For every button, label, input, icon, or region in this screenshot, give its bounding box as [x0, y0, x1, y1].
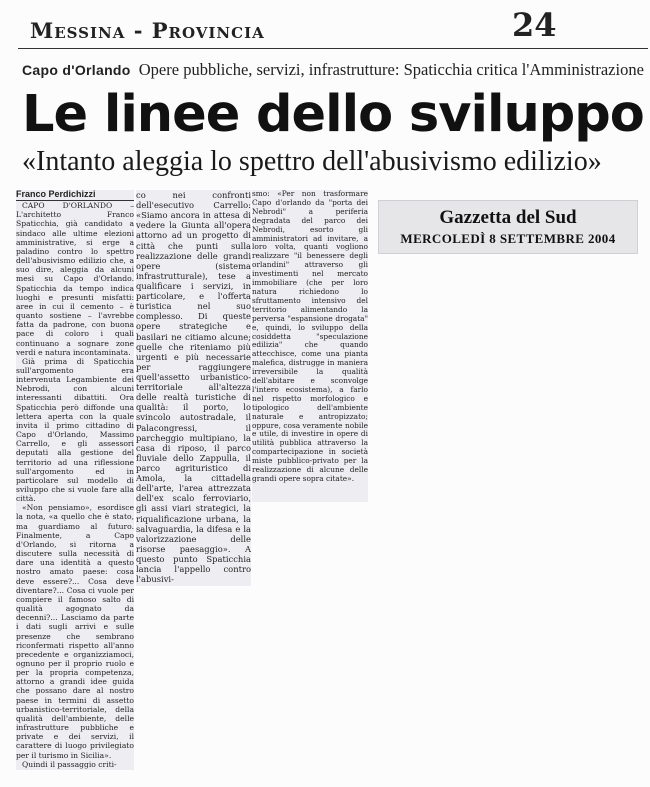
page-number: 24: [512, 6, 557, 44]
kicker-place: Capo d'Orlando: [22, 62, 131, 78]
header-rule: [18, 48, 648, 49]
paragraph: co nei confronti dell'esecutivo Carrello: «Siamo ancora in attesa di vedere la Giunta all'opera attorno ad un progetto di città che punti sulla realizzazione delle grandi opere (sistema infrastrutturale), tese a qualificare i servizi, in particolare, e l'offerta turistica nel suo complesso. Di queste opere strategiche e basilari ne citiamo alcune; quelle che riteniamo più urgenti e più necessarie per raggiungere quell'assetto urbanistico-territoriale all'altezza delle realtà turistiche di qualità: il porto, lo svincolo autostradale, il Palacongressi, il parcheggio multipiano, la casa di riposo, il parco fluviale dello Zappulla, il parco agrituristico di Amola, la cittadella dell'arte, l'area attrezzata dell'ex scalo ferroviario, gli assi viari strategici, la riqualificazione urbana, la salvaguardia, la difesa e la valorizzazione delle risorse paesaggio». A questo punto Spaticchia lancia l'appello contro l'abusivi-: [136, 190, 251, 585]
article-subheadline: «Intanto aleggia lo spettro dell'abusivismo edilizio»: [22, 146, 602, 177]
article-column-3: [252, 190, 368, 502]
paragraph: «Non pensiamo», esordisce la nota, «a quello che è stato, ma guardiamo al futuro. Finalmente, a Capo d'Orlando, si ritorna a discutere sulla necessità di dare una identità a questo nostro amato paese: cosa deve essere?... Cosa deve diventare?... Cosa ci vuole per compiere il famoso salto di qualità agognato da decenni?... Lasciamo da parte i dati sugli arrivi e sulle presenze che sembrano riconfermati rispetto all'anno precedente e organizziamoci, ognuno per il proprio ruolo e per la propria competenza, attorno a grandi idee guida che possano dare al nostro paese in termini di assetto urbanistico-territoriale, della qualità dell'ambiente, delle infrastrutture pubbliche e private e dei servizi, il carattere di luogo privilegiato per il turismo in Sicilia».: [16, 503, 134, 760]
paragraph: CAPO D'ORLANDO – L'architetto Franco Spaticchia, già candidato a sindaco alle ultime elezioni amministrative, si erge a paladino contro lo spettro dell'abusivismo edilizio che, a suo dire, aleggia da alcuni mesi su Capo d'Orlando. Spaticchia da tempo indica luoghi e presunti misfatti: aree in cui il cemento – è quanto sostiene – l'avrebbe fatta da padrone, con buona pace di coloro i quali continuano a sognare zone verdi e natura incontaminata.: [16, 201, 134, 357]
byline: Franco Perdichizzi: [16, 190, 134, 201]
masthead-date: MERCOLEDÌ 8 SETTEMBRE 2004: [400, 231, 616, 246]
paragraph: smo: «Per non trasformare Capo d'orlando da "porta dei Nebrodi" a periferia degradata del parco dei Nebrodi, esorto gli amministratori ad invitare, a loro volta, quanti vogliono realizzare "il benessere degli orlandini" attraverso gli investimenti nel mercato immobiliare (che per loro natura richiedono lo sfruttamento intensivo del territorio alimentando la perversa "espansione drogata" e, quindi, lo sviluppo della cosiddetta "speculazione edilizia" che quando attecchisce, come una pianta malefica, distrugge in maniera irreversibile la qualità dell'abitare e sconvolge l'intero ecosistema), a farlo nel rispetto morfologico e tipologico dell'ambiente naturale e antropizzato; oppure, cosa veramente nobile e utile, di investire in opere di utilità pubblica attraverso la compartecipazione in società miste pubblico-privato per la realizzazione di alcune delle grandi opere sopra citate».: [252, 189, 368, 483]
paragraph: Già prima di Spaticchia sull'argomento era intervenuta Legambiente dei Nebrodi, con alcuni interessanti dibattiti. Ora Spaticchia però diffonde una lettera aperta con la quale invita il primo cittadino di Capo d'Orlando, Massimo Carrello, e gli assessori deputati alla gestione del territorio ad una riflessione sull'argomento ed in particolare sul modello di sviluppo che si vuole fare alla città.: [16, 356, 134, 504]
newspaper-masthead: [378, 200, 638, 254]
paragraph: Quindi il passaggio criti-: [22, 759, 117, 769]
article-kicker: [22, 60, 648, 80]
kicker-text: Opere pubbliche, servizi, infrastrutture: Spaticchia critica l'Amministrazione: [138, 60, 644, 79]
article-headline: Le linee dello sviluppo: [22, 85, 644, 144]
section-heading: Messina - Provincia: [30, 18, 265, 43]
article-column-1: [16, 190, 134, 770]
masthead-name: Gazzetta del Sud: [439, 207, 577, 228]
article-column-2: [136, 190, 251, 586]
